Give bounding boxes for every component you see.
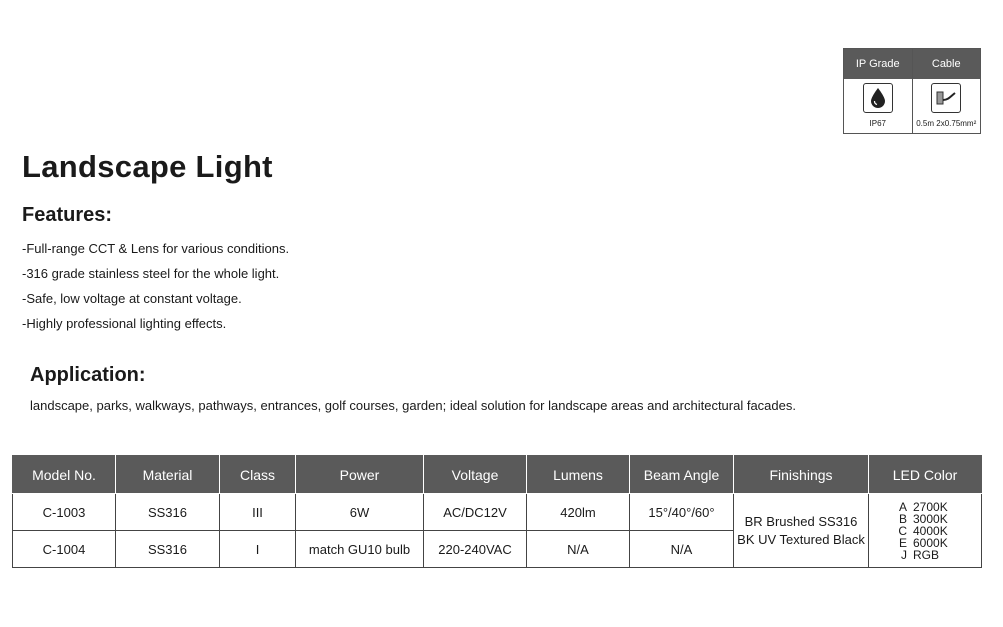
power-cell: 6W — [296, 494, 424, 531]
ip-grade-column — [844, 49, 912, 133]
column-header: Lumens — [527, 456, 630, 494]
finishing-option: BR Brushed SS316 — [744, 513, 858, 529]
cable-header: Cable — [913, 49, 981, 79]
feature-item: -316 grade stainless steel for the whole light. — [22, 266, 280, 281]
features-list — [22, 240, 289, 340]
finishing-option: BK UV Textured Black — [737, 531, 865, 547]
ip-grade-value: IP67 — [869, 119, 886, 128]
voltage-cell: AC/DC12V — [424, 494, 527, 531]
feature-item: -Full-range CCT & Lens for various conditions. — [22, 241, 290, 256]
application-text: landscape, parks, walkways, pathways, entrances, golf courses, garden; ideal solution for landscape areas and architectural facades. — [30, 398, 796, 413]
table-row — [13, 494, 982, 531]
voltage-cell: 220-240VAC — [424, 531, 527, 568]
beam-angle-cell: 15°/40°/60° — [630, 494, 734, 531]
material-cell: SS316 — [116, 531, 220, 568]
feature-item: -Safe, low voltage at constant voltage. — [22, 291, 242, 306]
column-header: Model No. — [13, 456, 116, 494]
cable-column — [912, 49, 981, 133]
column-header: Power — [296, 456, 424, 494]
lumens-cell: N/A — [527, 531, 630, 568]
column-header: Voltage — [424, 456, 527, 494]
lumens-cell: 420lm — [527, 494, 630, 531]
led-color-option: E 6000K — [898, 535, 948, 550]
cable-value: 0.5m 2x0.75mm² — [916, 119, 977, 128]
class-cell: III — [220, 494, 296, 531]
cable-icon — [931, 83, 961, 113]
led-color-option: B 3000K — [898, 511, 948, 526]
column-header: Beam Angle — [630, 456, 734, 494]
material-cell: SS316 — [116, 494, 220, 531]
ip-grade-header: IP Grade — [844, 49, 912, 79]
led-color-option: J RGB — [901, 547, 940, 562]
column-header: Class — [220, 456, 296, 494]
power-cell: match GU10 bulb — [296, 531, 424, 568]
water-drop-icon — [863, 83, 893, 113]
table-header-row — [13, 456, 982, 494]
beam-angle-cell: N/A — [630, 531, 734, 568]
spec-box — [843, 48, 981, 134]
column-header: Finishings — [734, 456, 869, 494]
page-title: Landscape Light — [22, 149, 273, 184]
model-cell: C-1004 — [13, 531, 116, 568]
led-color-option: A 2700K — [898, 499, 948, 514]
features-heading: Features: — [22, 204, 113, 226]
feature-item: -Highly professional lighting effects. — [22, 316, 227, 331]
finishings-cell — [734, 494, 869, 568]
led-color-option: C 4000K — [898, 523, 948, 538]
model-table — [12, 455, 982, 568]
column-header: LED Color — [869, 456, 982, 494]
led-color-cell — [869, 494, 982, 568]
class-cell: I — [220, 531, 296, 568]
column-header: Material — [116, 456, 220, 494]
model-cell: C-1003 — [13, 494, 116, 531]
application-heading: Application: — [30, 364, 146, 386]
